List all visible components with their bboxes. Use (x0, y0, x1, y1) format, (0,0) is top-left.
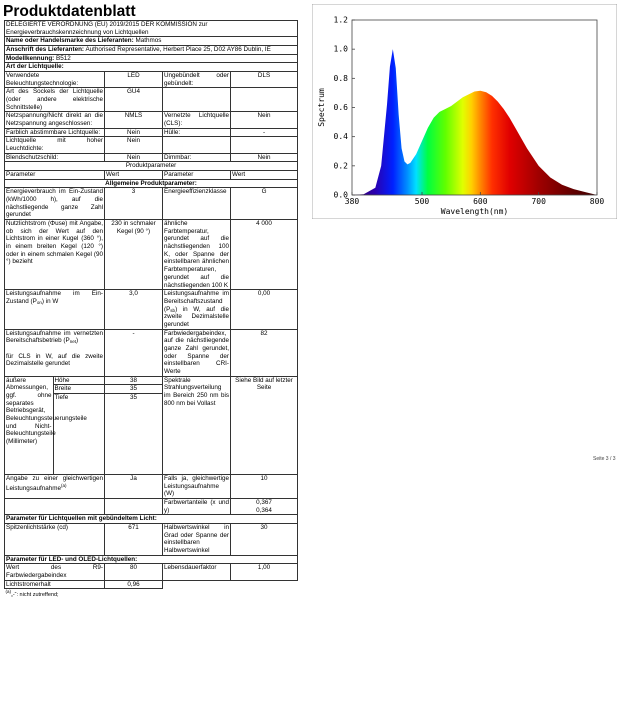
regulation-text: DELEGIERTE VERORDNUNG (EU) 2019/2015 DER KOMMISSION zur Energieverbrauchskennzeichnung von Lichtquellen (5, 21, 298, 37)
mains-value: NMLS (105, 112, 163, 128)
lumen-maintenance-label: Lichtstromerhalt (5, 580, 105, 589)
depth-value: 35 (129, 393, 137, 401)
page-title: Produktdatenblatt (3, 3, 136, 20)
lightsource-type-heading: Art der Lichtquelle: (5, 63, 298, 72)
empty-cell (5, 498, 105, 514)
equivalent-power-text: Angabe zu einer gleichwertigen Leistungsaufnahme (6, 474, 103, 492)
y-tick-label: 0.6 (333, 103, 348, 112)
beam-angle-label: Halbwertswinkel in Grad oder Spanne der einstellbaren Halbwertswinkel (164, 523, 229, 554)
envelope-label: Hülle: (163, 128, 231, 137)
envelope-value: - (231, 128, 298, 137)
equivalent-power-value: 10 (231, 474, 298, 498)
col-header-value: Wert (231, 171, 298, 180)
survival-factor-value: 1,00 (231, 564, 298, 580)
cap-type-value: GU4 (105, 88, 163, 112)
networked-standby-value: - (105, 329, 163, 376)
model-value: B512 (56, 54, 71, 62)
chromaticity-value (231, 498, 298, 514)
y-tick-label: 1.0 (333, 44, 348, 54)
networked-standby-text: ) (75, 337, 79, 345)
x-tick-label: 500 (414, 197, 430, 206)
equivalent-power-claim-label (5, 474, 105, 498)
footnote-text: „-“: nicht zutreffend; (11, 592, 59, 599)
supplier-value: Mathmos (135, 37, 162, 45)
depth-label: Tiefe (54, 393, 69, 401)
supplier-label: Name oder Handelsmarke des Lieferanten: (6, 37, 134, 45)
empty-cell (163, 88, 231, 112)
cap-type-label: Art des Sockels der Lichtquelle (oder andere elektrische Schnittstelle) (6, 88, 103, 111)
energy-consumption-value: 3 (105, 188, 163, 220)
tunable-value: Nein (105, 128, 163, 137)
dimmable-value: Nein (231, 153, 298, 162)
dimensions-values (105, 376, 163, 474)
dimensions-cell (5, 376, 105, 474)
footnote-marker: (a) (5, 589, 11, 595)
lumen-maintenance-value: 0,96 (105, 580, 163, 589)
energy-class-value: G (231, 188, 298, 220)
high-luminance-value: Nein (105, 137, 163, 153)
empty-cell (163, 580, 231, 589)
standby-power-label (163, 290, 231, 329)
standby-power-sub: sb (170, 307, 176, 313)
mains-label: Netzspannung/Nicht direkt an die Netzspannung angeschlossen: (6, 112, 103, 128)
spectral-distribution-label: Spektrale Strahlungsverteilung im Bereich 250 nm bis 800 nm bei Vollast (163, 376, 231, 474)
directional-label: Ungebündelt oder gebündelt: (164, 72, 229, 87)
cls-label: Vernetzte Lichtquelle (CLS): (164, 112, 229, 128)
led-params-heading: Parameter für LED- und OLED-Lichtquellen: (5, 555, 298, 564)
x-axis-label: Wavelength(nm) (440, 207, 509, 216)
y-tick-label: 0.2 (333, 161, 348, 171)
x-tick-label: 800 (589, 197, 605, 206)
spectral-distribution-value: Siehe Bild auf letzter Seite (231, 376, 298, 474)
networked-standby-label (5, 329, 105, 376)
beam-angle-value: 30 (231, 523, 298, 555)
y-tick-label: 0.0 (333, 190, 348, 200)
dimmable-label: Dimmbar: (163, 153, 231, 162)
width-label: Breite (53, 385, 104, 394)
anti-glare-label: Blendschutzschild: (5, 153, 105, 162)
useful-flux-label: Nutzlichtstrom (Φuse) mit Angabe, ob sich der Wert auf den Lichtstrom in einer Kugel (360 °), in einem breiten Kegel (120 °) oder in einem schmalen Kegel (90 °) bezieht (5, 220, 105, 290)
cls-value: Nein (231, 112, 298, 128)
high-luminance-label: Lichtquelle mit hoher Leuchtdichte: (6, 137, 103, 153)
standby-power-text: Leistungsaufnahme im Bereitschaftszustand (P (164, 290, 229, 313)
technology-value: LED (105, 72, 163, 88)
survival-factor-label: Lebensdauerfaktor (163, 564, 231, 580)
empty-cell (231, 580, 298, 589)
energy-consumption-label: Energieverbrauch im Ein-Zustand (kWh/1000 h), auf die nächstliegende ganze Zahl gerundet (6, 188, 103, 219)
y-tick-label: 0.8 (333, 73, 348, 83)
equivalent-power-claim-value: Ja (105, 474, 163, 498)
empty-cell (105, 498, 163, 514)
dimensions-label: äußere Abmessungen, ggf. ohne separates Betriebsgerät, Beleuchtungssteuerungsteile und Nicht-Beleuchtungsteile (Millimeter) (5, 377, 53, 474)
product-params-heading: Produktparameter (5, 162, 298, 171)
on-mode-power-text: ) in W (41, 297, 59, 305)
useful-flux-value: 230 in schmaler Kegel (90 °) (105, 220, 163, 290)
general-params-heading: Allgemeine Produktparameter: (5, 179, 298, 188)
col-header-param: Parameter (163, 171, 231, 180)
networked-standby-sub: net (69, 339, 76, 345)
height-value: 38 (105, 377, 162, 386)
standby-power-text: ) in W, auf die zweite Dezimalstelle gerundet (164, 305, 229, 328)
chromaticity-x: 0,367 (256, 498, 272, 506)
footnote-ref: (a) (60, 482, 67, 488)
x-tick-label: 700 (531, 197, 546, 206)
y-axis-label: Spectrum (317, 88, 326, 127)
anti-glare-value: Nein (105, 153, 163, 162)
col-header-param: Parameter (5, 171, 105, 180)
address-label: Anschrift des Lieferanten: (6, 46, 85, 54)
r9-label: Wert des R9-Farbwiedergabeindex (6, 564, 103, 579)
model-row (5, 54, 298, 63)
directional-params-heading: Parameter für Lichtquellen mit gebündeltem Licht: (5, 515, 298, 524)
supplier-row (5, 37, 298, 46)
technology-label: Verwendete Beleuchtungstechnologie: (5, 72, 105, 88)
equivalent-power-label: Falls ja, gleichwertige Leistungsaufnahme (W) (164, 474, 229, 498)
col-header-value: Wert (105, 171, 163, 180)
empty-cell (231, 137, 298, 153)
model-label: Modellkennung: (6, 54, 55, 62)
cri-value: 82 (231, 329, 298, 376)
datasheet-table (4, 20, 298, 599)
on-mode-power-sub: on (36, 299, 42, 305)
networked-standby-text: Leistungsaufnahme im vernetzten Bereitschaftsbetrieb (P (6, 329, 103, 345)
empty-cell (231, 88, 298, 112)
peak-intensity-label: Spitzenlichtstärke (cd) (5, 523, 105, 555)
dimensions-subtable (5, 377, 104, 474)
on-mode-power-label (5, 290, 105, 329)
directional-value: DLS (231, 72, 298, 88)
address-value: Authorised Representative, Herbert Place 25, D02 AY86 Dublin, IE (85, 46, 271, 54)
x-tick-label: 380 (344, 197, 360, 206)
peak-intensity-value: 671 (105, 523, 163, 555)
x-tick-label: 600 (473, 197, 488, 206)
height-label: Höhe (53, 377, 104, 385)
on-mode-power-value: 3,0 (105, 290, 163, 329)
standby-power-value: 0,00 (231, 290, 298, 329)
energy-class-label: Energieeffizienzklasse (163, 188, 231, 220)
cri-label: Farbwiedergabeindex, auf die nächstliegende ganze Zahl gerundet, oder Spanne der einstellbaren CRI-Werte (164, 329, 229, 375)
r9-value: 80 (105, 564, 163, 580)
tunable-label: Farblich abstimmbare Lichtquelle: (5, 128, 105, 137)
y-tick-label: 0.4 (333, 132, 348, 142)
empty-cell (163, 137, 231, 153)
networked-standby-text: für CLS in W, auf die zweite Dezimalstelle gerundet (6, 352, 103, 368)
footnote (5, 589, 298, 599)
on-mode-power-text: Leistungsaufnahme im Ein-Zustand (P (6, 290, 103, 305)
cct-value: 4 000 (231, 220, 298, 290)
spectrum-chart (312, 4, 617, 219)
width-value: 35 (105, 385, 162, 394)
chromaticity-label: Farbwertanteile (x und y) (164, 498, 229, 514)
chromaticity-y: 0,364 (256, 506, 272, 514)
page-number: Seite 3 / 3 (593, 456, 616, 462)
cct-label: ähnliche Farbtemperatur, gerundet auf die nächstliegenden 100 K, oder Spanne der einstellbaren ähnlichen Farbtemperaturen, gerundet auf die nächstliegenden 100 K (164, 220, 229, 289)
address-row (5, 46, 298, 55)
y-tick-label: 1.2 (333, 15, 348, 25)
